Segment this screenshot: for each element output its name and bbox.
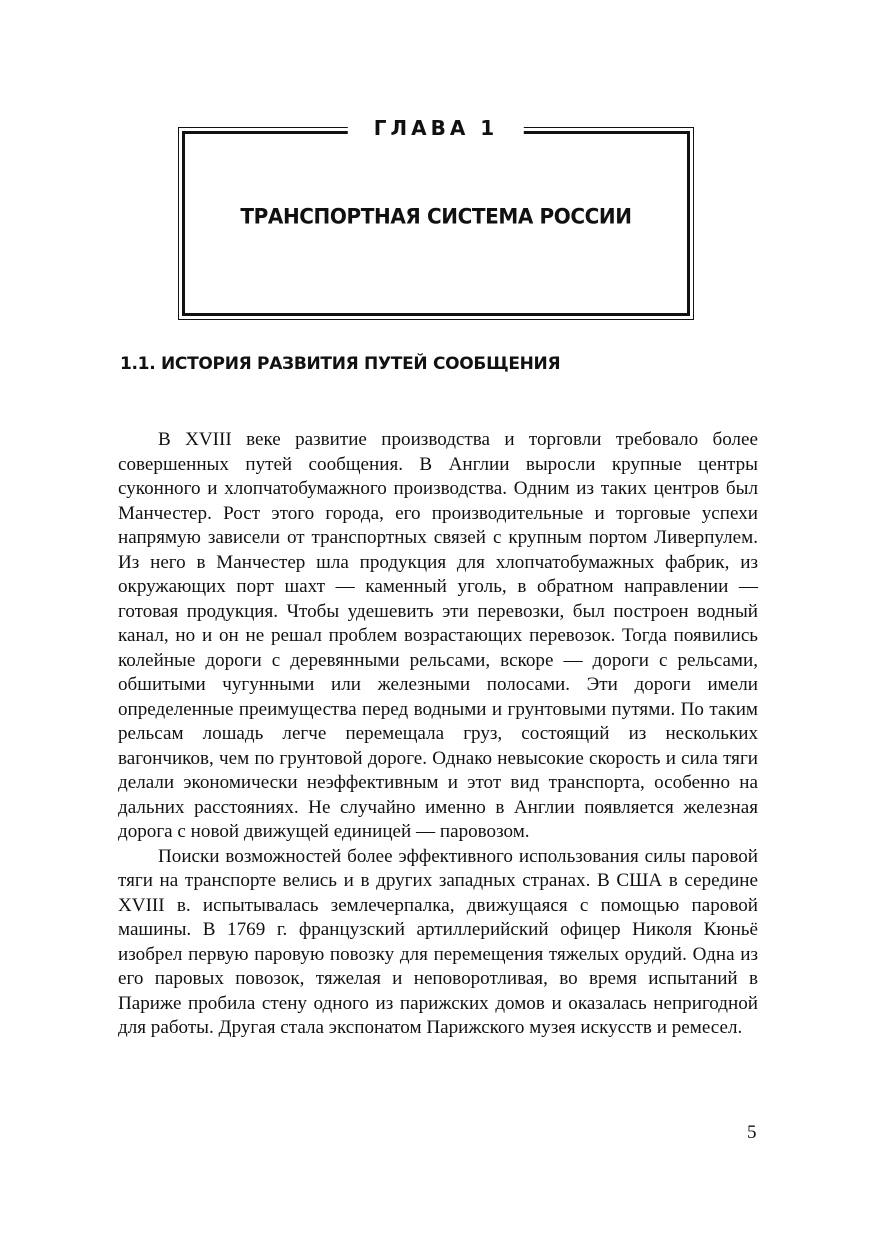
paragraph: В XVIII веке развитие производства и торговли требовало более совершенных путей сообщения. В Англии выросли крупные центры суконного и хлопчатобумажного производства. Одним из таких центров был Манчестер. Рост этого города, его производительные и торговые успехи напрямую зависели от транспортных связей с крупным портом Ливерпулем. Из него в Манчестер шла продукция для хлопчатобумажных фабрик, из окружающих порт шахт — каменный уголь, в обратном направлении — готовая продукция. Чтобы удешевить эти перевозки, был построен водный канал, но и он не решал проблем возрастающих перевозок. Тогда появились колейные дороги с деревянными рельсами, вскоре — дороги с рельсами, обшитыми чугунными или железными полосами. Эти дороги имели определенные преимущества перед водными и грунтовыми путями. По таким рельсам лошадь легче перемещала груз, состоящий из нескольких вагончиков, чем по грунтовой дороге. Однако невысокие скорость и сила тяги делали экономически неэффективным и этот вид транспорта, особенно на дальних расстояниях. Не случайно именно в Англии появляется железная дорога с новой движущей единицей — паровозом. [118, 429, 758, 842]
chapter-title: ТРАНСПОРТНАЯ СИСТЕМА РОССИИ [240, 203, 632, 229]
paragraph: Поиски возможностей более эффективного использования силы паровой тяги на транспорте велись и в других западных странах. В США в середине XVIII в. испытывалась землечерпалка, движущаяся с помощью паровой машины. В 1769 г. французский артиллерийский офицер Николя Кюньё изобрел первую паровую повозку для перемещения тяжелых орудий. Одна из его паровых повозок, тяжелая и неповоротливая, во время испытаний в Париже пробила стену одного из парижских домов и оказалась непригодной для работы. Другая стала экспонатом Парижского музея искусств и ремесел. [118, 845, 758, 1038]
chapter-frame [178, 116, 694, 320]
section-heading: 1.1. ИСТОРИЯ РАЗВИТИЯ ПУТЕЙ СООБЩЕНИЯ [120, 354, 561, 374]
body-text [118, 428, 758, 1041]
chapter-label: ГЛАВА 1 [348, 114, 524, 142]
page-number: 5 [747, 1122, 757, 1143]
